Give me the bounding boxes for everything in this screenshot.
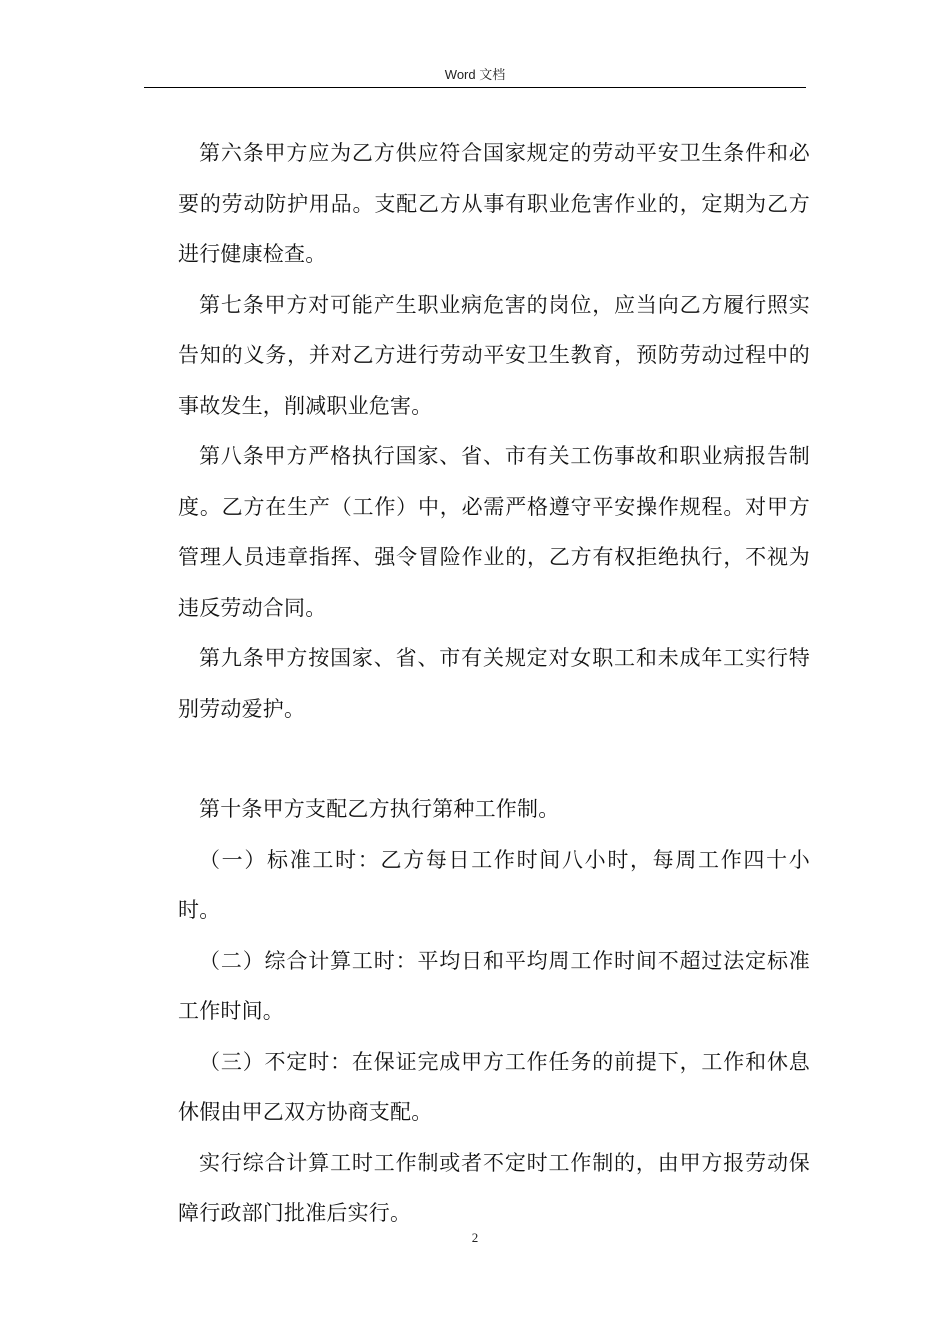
document-body [178,128,810,1239]
header-title: Word 文档 [444,67,506,82]
paragraph-article-10: 第十条甲方支配乙方执行第种工作制。 [199,797,560,821]
paragraph-item-2: （二）综合计算工时：平均日和平均周工作时间不超过法定标准工作时间。 [178,948,810,1023]
header-rule [144,87,806,88]
paragraph-article-6: 第六条甲方应为乙方供应符合国家规定的劳动平安卫生条件和必要的劳动防护用品。支配乙方从事有职业危害作业的，定期为乙方进行健康检查。 [178,141,810,266]
paragraph-item-1: （一）标准工时：乙方每日工作时间八小时，每周工作四十小时。 [178,847,810,922]
paragraph-approval: 实行综合计算工时工作制或者不定时工作制的，由甲方报劳动保障行政部门批准后实行。 [178,1150,810,1225]
paragraph-article-8: 第八条甲方严格执行国家、省、市有关工伤事故和职业病报告制度。乙方在生产（工作）中，必需严格遵守平安操作规程。对甲方管理人员违章指挥、强令冒险作业的，乙方有权拒绝执行，不视为违反劳动合同。 [178,444,810,620]
paragraph-article-9: 第九条甲方按国家、省、市有关规定对女职工和未成年工实行特别劳动爱护。 [178,646,810,721]
paragraph-item-3: （三）不定时：在保证完成甲方工作任务的前提下，工作和休息休假由甲乙双方协商支配。 [178,1049,810,1124]
paragraph-article-7: 第七条甲方对可能产生职业病危害的岗位，应当向乙方履行照实告知的义务，并对乙方进行劳动平安卫生教育，预防劳动过程中的事故发生，削减职业危害。 [178,292,810,418]
page-number: 2 [471,1230,479,1245]
